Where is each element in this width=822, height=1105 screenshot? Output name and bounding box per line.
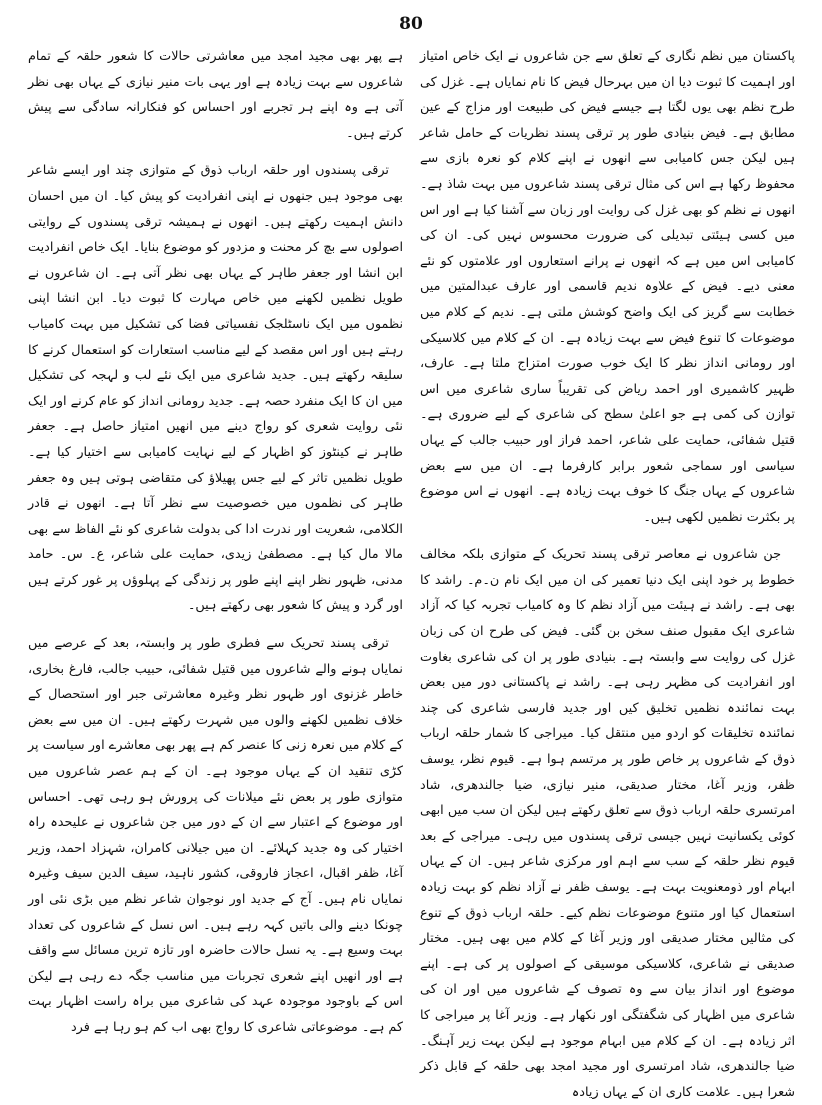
paragraph: ترقی پسندوں اور حلقہ ارباب ذوق کے متوازی چند اور ایسے شاعر بھی موجود ہیں جنھوں نے اپنی انفرادیت کو پیش کیا۔ ان میں احسان دانش اہمیت رکھتے ہیں۔ انھوں نے ہمیشہ ترقی پسندوں کے روایتی اصولوں سے بچ کر محنت و مزدور کو موضوع بنایا۔ ایک خاص انفرادیت ابن انشا اور جعفر طاہر کے یہاں بھی نظر آتی ہے۔ ان شاعروں نے طویل نظمیں لکھنے میں خاص مہارت کا ثبوت دیا۔ ابن انشا اپنی نظموں میں ایک ناسٹلجک نفسیاتی فضا کی تشکیل میں بہت کامیاب رہتے ہیں اور اس مقصد کے لیے مناسب استعارات کو استعمال کرنے کا سلیقہ رکھتے ہیں۔ جدید شاعری میں ایک نئے لب و لہجہ کی تشکیل میں ان کا ایک منفرد حصہ ہے۔ جدید رومانی انداز کو عام کرنے اور ایک نئی روایت شعری کو رواج دینے میں انھیں امتیاز حاصل ہے۔ جعفر طاہر نے کینٹوز کو اظہار کے لیے نہایت کامیابی سے اختیار کیا ہے۔ طویل نظمیں تاثر کے لیے جس پھیلاؤ کی متقاضی ہوتی ہیں وہ جعفر طاہر کی نظموں میں خصوصیت سے نظر آتا ہے۔ انھوں نے قادر الکلامی، شعریت اور ندرت ادا کی بدولت شاعری کو نئے الفاظ سے بھی مالا مال کیا ہے۔ مصطفیٰ زیدی، حمایت علی شاعر، ع۔ س۔ حامد مدنی، ظہور نظر اپنے اپنے طور پر زندگی کے پہلوؤں پر غور کرتے ہیں اور گرد و پیش کا شعور بھی رکھتے ہیں۔ bbox=[28, 163, 403, 614]
paragraph: پاکستان میں نظم نگاری کے تعلق سے جن شاعروں نے ایک خاص امتیاز اور اہمیت کا ثبوت دیا ان میں بہرحال فیض کا نام نمایاں ہے۔ غزل کی طرح نظم بھی یوں لگتا ہے جیسے فیض کی طبیعت اور مزاج کے عین مطابق ہے۔ فیض بنیادی طور پر ترقی پسند نظریات کے حامل شاعر ہیں لیکن جس کامیابی سے انھوں نے اپنے کلام کو نعرہ بازی سے محفوظ رکھا ہے اس کی مثال ترقی پسند شاعروں میں بہت شاذ ہے۔ انھوں نے نظم کو بھی غزل کی روایت اور زبان سے آشنا کیا ہے اور اس میں کسی ہیئتی تبدیلی کی ضرورت محسوس نہیں کی۔ ان کی کامیابی اس میں ہے کہ انھوں نے پرانے استعاروں اور علامتوں کو نئے معنی دیے۔ فیض کے علاوہ ندیم قاسمی اور عارف عبدالمتین میں خطابت سے گریز کی ایک واضح کوشش ملتی ہے۔ ندیم کے کلام میں موضوعات کا تنوع فیض سے بہت زیادہ ہے۔ ان کے کلام میں کلاسیکی اور رومانی انداز نظر کا ایک خوب صورت امتزاج ملتا ہے۔ عارف، ظہیر کاشمیری اور احمد ریاض کی تقریباً ساری شاعری میں اس توازن کی کمی ہے جو اعلیٰ سطح کی شاعری کے لیے ضروری ہے۔ قتیل شفائی، حمایت علی شاعر، احمد فراز اور حبیب جالب کے یہاں سیاسی اور سماجی شعور برابر کارفرما ہے۔ ان میں سے بعض شاعروں کے یہاں جنگ کا خوف بہت زیادہ ہے۔ انھوں نے اس موضوع پر بکثرت نظمیں لکھی ہیں۔ bbox=[420, 49, 795, 525]
paragraph: ہے پھر بھی مجید امجد میں معاشرتی حالات کا شعور حلقہ کے تمام شاعروں سے بہت زیادہ ہے اور یہی بات منیر نیازی کے یہاں بھی نظر آتی ہے وہ اپنے ہر تجربے اور احساس کو فنکارانہ سادگی سے پیش کرتے ہیں۔ bbox=[28, 49, 403, 141]
page-number: 80 bbox=[399, 14, 423, 34]
text-column-right bbox=[420, 44, 795, 1100]
text-column-left bbox=[28, 44, 403, 1066]
paragraph: جن شاعروں نے معاصر ترقی پسند تحریک کے متوازی بلکہ مخالف خطوط پر خود اپنی ایک دنیا تعمیر کی ان میں ایک نام ن۔م۔ راشد کا بھی ہے۔ راشد نے ہیئت میں آزاد نظم کا وہ کامیاب تجربہ کیا کہ آزاد شاعری ایک مقبول صنف سخن بن گئی۔ فیض کی طرح ان کی زبان غزل کی روایت سے وابستہ ہے۔ بنیادی طور پر ان کی شاعری بغاوت اور انفرادیت کی مظہر رہی ہے۔ راشد نے پاکستانی دور میں بعض بہت نمائندہ نظمیں تخلیق کیں اور جدید فارسی شاعری کی چند نمائندہ تخلیقات کو اردو میں منتقل کیا۔ میراجی کا شمار حلقہ ارباب ذوق کے شاعروں پر خاص طور پر مرتسم ہوا ہے۔ قیوم نظر، یوسف ظفر، وزیر آغا، مختار صدیقی، منیر نیازی، ضیا جالندھری، شاد امرتسری حلقہ ارباب ذوق سے تعلق رکھتے ہیں لیکن ان سب میں ابھی کوئی یکسانیت نہیں جیسی ترقی پسندوں میں رہی۔ میراجی کے بعد قیوم نظر حلقہ کے سب سے اہم اور مرکزی شاعر ہیں۔ ان کے یہاں ابہام اور ذومعنویت بہت ہے۔ یوسف ظفر نے آزاد نظم کو بہت زیادہ استعمال کیا اور متنوع موضوعات نظم کیے۔ حلقہ ارباب ذوق کے تنوع کی مثالیں مختار صدیقی اور وزیر آغا کے کلام میں بھی ہیں۔ مختار صدیقی نے شاعری، کلاسیکی موسیقی کے اصولوں پر کی ہے۔ اپنے موضوع اور انداز بیان سے وہ تصوف کے شاعروں میں اور ان کی شاعری میں اظہار کی شگفتگی اور نکھار ہے۔ وزیر آغا پر میراجی کا اثر زیادہ ہے۔ ان کے کلام میں ابہام موجود ہے لیکن بہت زیر آہنگ۔ ضیا جالندھری، شاد امرتسری اور مجید امجد بھی حلقہ کے قابل ذکر شعرا ہیں۔ علامت کاری ان کے یہاں زیادہ bbox=[420, 547, 795, 1100]
paragraph: ترقی پسند تحریک سے فطری طور پر وابستہ، بعد کے عرصے میں نمایاں ہونے والے شاعروں میں قتیل شفائی، حبیب جالب، فارغ بخاری، خاطر غزنوی اور ظہور نظر وغیرہ معاشرتی جبر اور استحصال کے خلاف نظمیں لکھنے والوں میں شہرت رکھتے ہیں۔ ان میں سے بعض کے کلام میں نعرہ زنی کا عنصر کم ہے پھر بھی معاشرے اور سیاست پر کڑی تنقید ان کے یہاں موجود ہے۔ ان کے ہم عصر شاعروں میں متوازی طور پر بعض نئے میلانات کی پرورش ہو رہی تھی۔ احساس اور موضوع کے اعتبار سے ان کے دور میں جن شاعروں نے علیحدہ راہ اختیار کی وہ جدید کہلائے۔ ان میں جیلانی کامران، شہزاد احمد، وزیر آغا، ظفر اقبال، اعجاز فاروقی، کشور ناہید، سیف الدین سیف وغیرہ نمایاں نام ہیں۔ آج کے جدید اور نوجوان شاعر نظم میں بڑی نئی اور چونکا دینے والی باتیں کہہ رہے ہیں۔ اس نسل کے شاعروں کی تعداد بہت وسیع ہے۔ یہ نسل حالات حاضرہ اور تازہ ترین مسائل سے واقف ہے اور انھیں اپنے شعری تجربات میں مناسب جگہ دے رہی ہے لیکن اس کے باوجود موجودہ عہد کی شاعری میں براہ راست اظہار بہت کم ہے۔ موضوعاتی شاعری کا رواج بھی اب کم ہو رہا ہے فرد bbox=[28, 636, 403, 1035]
